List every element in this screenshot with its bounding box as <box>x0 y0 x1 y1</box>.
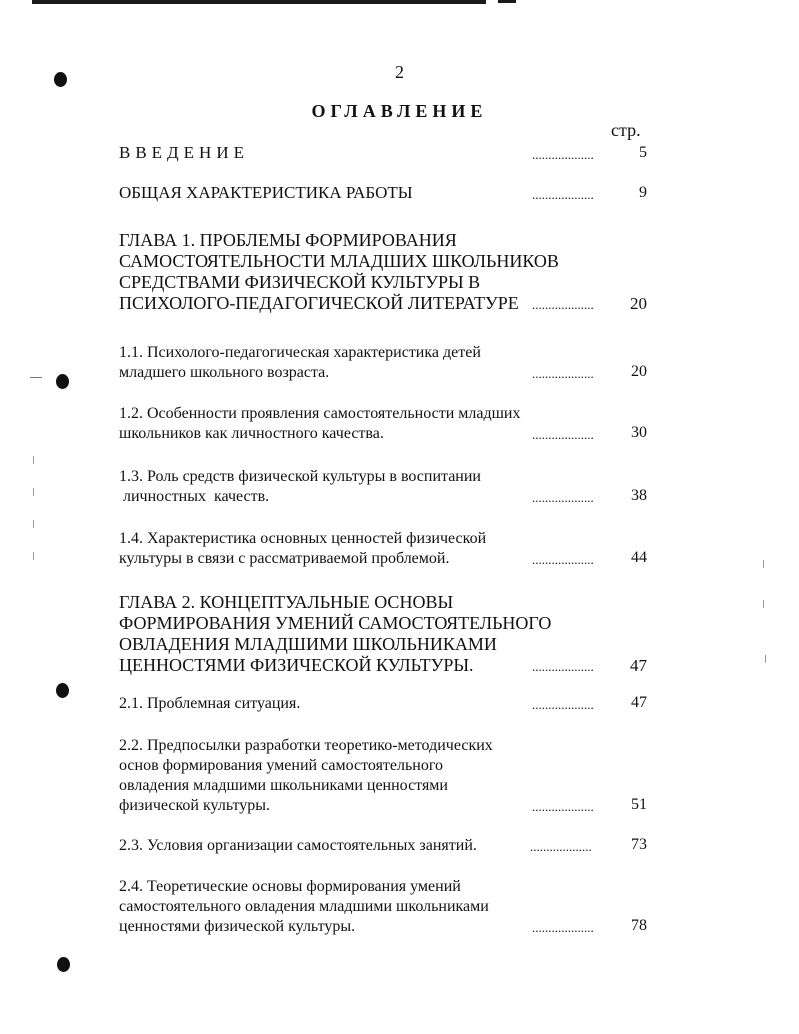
entry-page-number: 44 <box>631 549 647 566</box>
entry-title-line: культуры в связи с рассматриваемой проблемой. <box>119 550 450 567</box>
binder-hole-marker <box>57 957 70 972</box>
page-number: 2 <box>395 62 404 82</box>
toc-entry-1-4 <box>119 529 659 569</box>
toc-entry-1-1 <box>119 343 659 383</box>
toc-entry-chapter-2 <box>119 592 659 676</box>
entry-page-number: 51 <box>631 796 647 813</box>
toc-entry-introduction <box>119 143 659 163</box>
entry-title-line: СРЕДСТВАМИ ФИЗИЧЕСКОЙ КУЛЬТУРЫ В <box>119 272 481 292</box>
entry-title-line: ЦЕННОСТЯМИ ФИЗИЧЕСКОЙ КУЛЬТУРЫ. <box>119 655 474 675</box>
scan-tick-mark <box>33 552 34 560</box>
entry-title-line: САМОСТОЯТЕЛЬНОСТИ МЛАДШИХ ШКОЛЬНИКОВ <box>119 251 559 271</box>
entry-title-line: 2.4. Теоретические основы формирования умений <box>119 878 461 895</box>
scan-tick-mark <box>33 488 34 496</box>
dot-leader: ................... <box>532 920 594 935</box>
toc-title: ОГЛАВЛЕНИЕ <box>311 101 488 121</box>
dot-leader: ................... <box>532 659 594 674</box>
entry-title-line: ВВЕДЕНИЕ <box>119 143 249 162</box>
scan-tick-mark <box>763 600 764 608</box>
dot-leader: ................... <box>532 297 594 312</box>
entry-title-line: ПСИХОЛОГО-ПЕДАГОГИЧЕСКОЙ ЛИТЕРАТУРЕ <box>119 293 519 313</box>
entry-title-line: ФОРМИРОВАНИЯ УМЕНИЙ САМОСТОЯТЕЛЬНОГО <box>119 613 552 633</box>
toc-entry-2-2 <box>119 736 659 816</box>
dot-leader: ................... <box>532 552 594 567</box>
toc-entry-1-3 <box>119 467 659 507</box>
entry-title-line: 2.2. Предпосылки разработки теоретико-методических <box>119 737 493 754</box>
toc-entry-2-4 <box>119 877 659 937</box>
toc-entry-general <box>119 183 659 203</box>
toc-entry-2-1 <box>119 694 659 714</box>
entry-title-line: овладения младшими школьниками ценностями <box>119 777 448 794</box>
entry-page-number: 20 <box>631 363 647 380</box>
scan-dash-mark <box>30 377 42 378</box>
dot-leader: ................... <box>532 490 594 505</box>
entry-page-number: 30 <box>631 424 647 441</box>
entry-title-line: ОВЛАДЕНИЯ МЛАДШИМИ ШКОЛЬНИКАМИ <box>119 634 497 654</box>
entry-title-line: 1.2. Особенности проявления самостоятельности младших <box>119 405 521 422</box>
entry-title-line: самостоятельного овладения младшими школьниками <box>119 898 489 915</box>
entry-title-line: основ формирования умений самостоятельного <box>119 757 444 774</box>
toc-entry-2-3 <box>119 836 659 856</box>
scan-edge-bar-fragment <box>498 0 516 3</box>
entry-page-number: 9 <box>639 184 647 201</box>
entry-title-line: ценностями физической культуры. <box>119 918 356 935</box>
entry-page-number: 47 <box>631 694 647 711</box>
toc-entry-1-2 <box>119 404 659 444</box>
entry-title-line: школьников как личностного качества. <box>119 425 384 442</box>
toc-entry-chapter-1 <box>119 230 659 314</box>
dot-leader: ................... <box>532 427 594 442</box>
entry-title-line: 2.1. Проблемная ситуация. <box>119 695 301 712</box>
dot-leader: ................... <box>532 799 594 814</box>
entry-title-line: ГЛАВА 2. КОНЦЕПТУАЛЬНЫЕ ОСНОВЫ <box>119 592 454 612</box>
scan-tick-mark <box>33 520 34 528</box>
binder-hole-marker <box>56 374 69 389</box>
scan-tick-mark <box>763 560 764 568</box>
scan-tick-mark <box>33 456 34 464</box>
entry-title-line: 1.1. Психолого-педагогическая характеристика детей <box>119 344 481 361</box>
entry-title-line: младшего школьного возраста. <box>119 364 330 381</box>
entry-page-number: 47 <box>630 656 647 675</box>
entry-title-line: 1.3. Роль средств физической культуры в воспитании <box>119 468 481 485</box>
dot-leader: ................... <box>532 187 594 202</box>
entry-page-number: 78 <box>631 917 647 934</box>
entry-page-number: 38 <box>631 487 647 504</box>
entry-title-line: ГЛАВА 1. ПРОБЛЕМЫ ФОРМИРОВАНИЯ <box>119 230 457 250</box>
entry-title-line: личностных качеств. <box>119 488 270 505</box>
binder-hole-marker <box>56 683 69 698</box>
dot-leader: ................... <box>530 839 592 854</box>
entry-page-number: 20 <box>630 294 647 313</box>
scan-edge-bar <box>32 0 486 4</box>
dot-leader: ................... <box>532 366 594 381</box>
entry-page-number: 73 <box>631 836 647 853</box>
entry-title-line: 1.4. Характеристика основных ценностей физической <box>119 530 487 547</box>
scan-tick-mark <box>765 655 766 663</box>
dot-leader: ................... <box>532 147 594 162</box>
dot-leader: ................... <box>532 697 594 712</box>
page-column-label: стр. <box>611 120 641 140</box>
entry-title-line: 2.3. Условия организации самостоятельных занятий. <box>119 837 477 854</box>
entry-page-number: 5 <box>639 144 647 161</box>
entry-title-line: физической культуры. <box>119 797 271 814</box>
entry-title-line: ОБЩАЯ ХАРАКТЕРИСТИКА РАБОТЫ <box>119 183 413 202</box>
